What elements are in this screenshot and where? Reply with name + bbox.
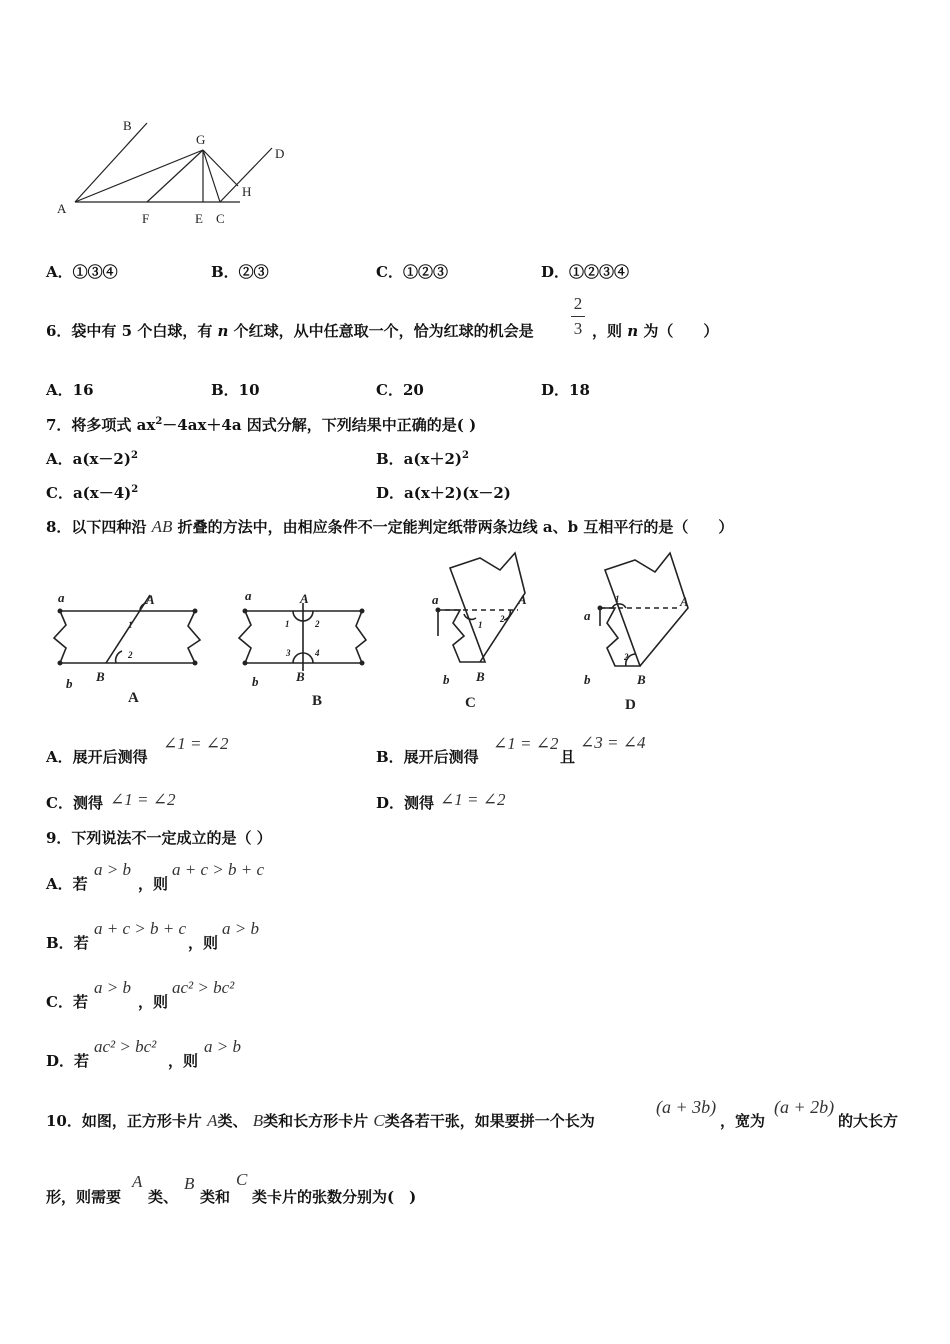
- fig-c-label-A: A: [518, 592, 527, 607]
- q6-option-b: B．10: [211, 381, 260, 399]
- q6-option-c: C．20: [376, 381, 424, 399]
- q9-option-c-concl: ac² > bc²: [172, 978, 235, 997]
- q8-option-d: D．测得: [376, 794, 435, 812]
- q8-option-c: C．测得: [46, 794, 103, 812]
- fig-c-label-b: b: [443, 672, 450, 687]
- q9-option-d: D．若: [46, 1052, 90, 1070]
- q9-option-c: C．若: [46, 993, 88, 1011]
- fig-d-label-2: 2: [624, 652, 629, 662]
- q8-option-b: B．展开后测得: [376, 748, 479, 766]
- q7-stem: 7．将多项式 $ax^2-4ax+4a$ 因式分解，下列结果中正确的是( ): [46, 416, 477, 434]
- label-F: F: [142, 211, 150, 226]
- q9-option-c-then: ，则: [138, 993, 169, 1011]
- fig-caption-d: D: [625, 697, 636, 713]
- q5-option-d: D．①②③④: [541, 263, 630, 281]
- q8-option-b-math2: ∠3 = ∠4: [580, 733, 646, 752]
- q9-option-b: B．若: [46, 934, 89, 952]
- fig-a-label-a: a: [58, 590, 65, 605]
- q9-option-d-concl: a > b: [204, 1037, 241, 1056]
- q10-line2-d: 类卡片的张数分别为( ): [252, 1188, 417, 1206]
- q9-option-a: A．若: [46, 875, 88, 893]
- q6-fraction-num: 2: [573, 294, 583, 313]
- q10-line2-c: 类和: [200, 1188, 231, 1206]
- fig-a-label-B: B: [96, 669, 105, 684]
- q9-option-a-cond: a > b: [94, 860, 131, 879]
- q8-option-b-and: 且: [560, 748, 576, 766]
- q10-width: (a + 2b): [774, 1097, 835, 1117]
- q9-option-a-concl: a + c > b + c: [172, 860, 265, 879]
- q6-stem-end: ，则 n 为（ ）: [592, 322, 719, 340]
- q10-line1: 10．如图，正方形卡片 A类、 B类和长方形卡片 C类各若干张，如果要拼一个长为: [46, 1111, 595, 1130]
- q10-line2-B: B: [184, 1174, 195, 1193]
- fig-c-label-1: 1: [478, 620, 483, 630]
- q10-line2-C: C: [236, 1170, 248, 1189]
- q7-option-d: D．a(x＋2)(x－2): [376, 484, 511, 502]
- q10-line2: 形，则需要: [46, 1188, 122, 1206]
- label-A: A: [57, 201, 67, 216]
- q9-option-a-then: ，则: [138, 875, 169, 893]
- label-H: H: [242, 184, 252, 199]
- fig-c-label-a: a: [432, 592, 439, 607]
- fig-a-label-b: b: [66, 676, 73, 691]
- fig-caption-b: B: [312, 693, 323, 709]
- q10-line1-end: 的大长方: [838, 1112, 899, 1130]
- q5-option-a: A．①③④: [46, 263, 118, 281]
- label-E: E: [195, 211, 203, 226]
- fig-d-label-a: a: [584, 608, 591, 623]
- fig-b-label-1: 1: [285, 619, 290, 629]
- q8-option-c-math: ∠1 = ∠2: [110, 790, 176, 809]
- fig-b-label-A: A: [300, 591, 309, 606]
- q6-option-a: A．16: [46, 381, 94, 399]
- q8-option-b-math1: ∠1 = ∠2: [493, 734, 559, 753]
- label-C: C: [216, 211, 225, 226]
- q10-wide-label: ，宽为: [720, 1112, 766, 1130]
- fig-caption-a: A: [128, 690, 139, 706]
- q7-option-a: A．$a(x-2)^2$: [46, 450, 138, 468]
- fig-b-label-2: 2: [315, 619, 320, 629]
- q5-option-c: C．①②③: [376, 263, 448, 281]
- q7-option-b: B．$a(x+2)^2$: [376, 450, 469, 468]
- q9-option-b-then: ，则: [188, 934, 219, 952]
- q6-option-d: D．18: [541, 381, 590, 399]
- fig-c-label-2: 2: [500, 614, 505, 624]
- q8-option-a: A．展开后测得: [46, 748, 148, 766]
- q9-stem: 9．下列说法不一定成立的是（ ）: [46, 829, 272, 847]
- fig-b-label-B: B: [296, 669, 305, 684]
- q5-geometry-figure: [50, 110, 310, 235]
- q9-option-b-concl: a > b: [222, 919, 259, 938]
- label-D: D: [275, 146, 285, 161]
- fig-d-label-b: b: [584, 672, 591, 687]
- fig-b-label-3: 3: [286, 648, 291, 658]
- q8-option-a-math: ∠1 = ∠2: [163, 734, 229, 753]
- q10-line2-b: 类、: [148, 1188, 179, 1206]
- q6-fraction: [571, 294, 585, 339]
- q9-option-d-then: ，则: [168, 1052, 199, 1070]
- fig-a-label-1: 1: [128, 620, 133, 630]
- q9-option-b-cond: a + c > b + c: [94, 919, 187, 938]
- fig-c-label-B: B: [476, 669, 485, 684]
- q8-folding-figures: [40, 548, 720, 718]
- fig-b-label-a: a: [245, 588, 252, 603]
- q10-line2-A: A: [132, 1172, 143, 1191]
- fig-b-label-4: 4: [315, 648, 320, 658]
- label-G: G: [196, 132, 206, 147]
- fig-a-label-2: 2: [128, 650, 133, 660]
- fig-b-label-b: b: [252, 674, 259, 689]
- fig-caption-c: C: [465, 695, 476, 711]
- q9-option-d-cond: ac² > bc²: [94, 1037, 157, 1056]
- fig-d-label-A: A: [680, 594, 689, 609]
- q6-stem: 6．袋中有 5 个白球，有 n 个红球，从中任意取一个，恰为红球的机会是: [46, 322, 534, 340]
- fig-d-label-1: 1: [615, 594, 620, 604]
- q10-length: (a + 3b): [656, 1097, 717, 1117]
- q6-fraction-den: 3: [573, 319, 583, 338]
- q7-option-c: C．$a(x-4)^2$: [46, 484, 139, 502]
- q8-stem: 8．以下四种沿 AB 折叠的方法中，由相应条件不一定能判定纸带两条边线 a、b 互相平行的是（ ）: [46, 517, 734, 536]
- q9-option-c-cond: a > b: [94, 978, 131, 997]
- q5-option-b: B．②③: [211, 263, 269, 281]
- fig-a-label-A: A: [146, 592, 155, 607]
- label-B: B: [123, 118, 132, 133]
- q8-option-d-math: ∠1 = ∠2: [440, 790, 506, 809]
- fig-d-label-B: B: [637, 672, 646, 687]
